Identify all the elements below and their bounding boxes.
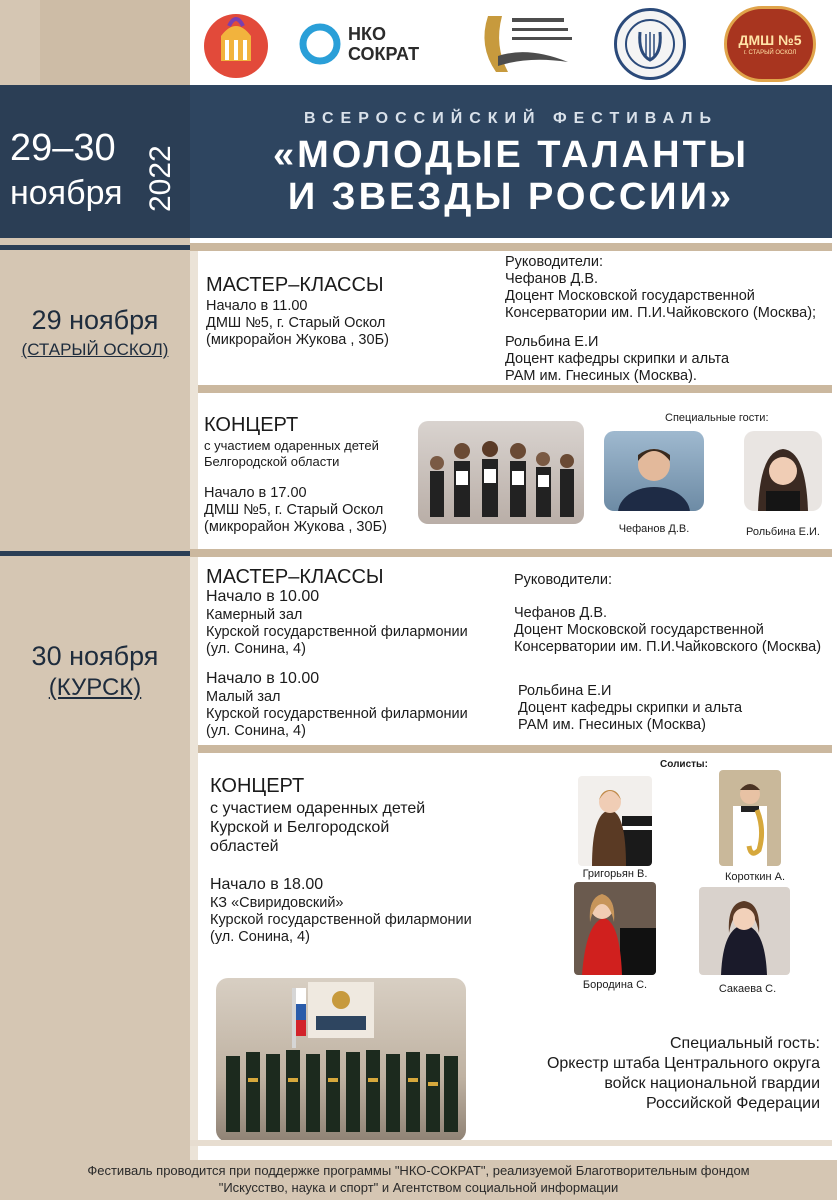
soloist3-caption: Бородина С. [582, 979, 648, 991]
day1-concert-start: Начало в 17.00 [204, 485, 307, 501]
special-guest-line2: войск национальной гвардии [604, 1075, 820, 1092]
day2-masterclass-heading: МАСТЕР–КЛАССЫ [206, 566, 384, 588]
day2-session1-start: Начало в 10.00 [206, 588, 320, 605]
nko-label: НКО [348, 24, 386, 44]
day1-concert-address: (микрорайон Жукова , 30Б) [204, 519, 387, 535]
theatre-logo [200, 6, 272, 82]
day2-concert-heading: КОНЦЕРТ [210, 775, 305, 797]
day1-leader2-pos1: Доцент кафедры скрипки и альта [505, 351, 730, 367]
soloist1-photo [578, 776, 652, 866]
soloist2-caption: Короткин А. [724, 871, 786, 883]
day1-masterclass-start: Начало в 11.00 [206, 298, 308, 314]
section-strip [190, 245, 198, 550]
day1-guests-label: Специальные гости: [665, 412, 769, 424]
day2-session2-addr: (ул. Сонина, 4) [206, 723, 306, 739]
day2-session2-hall: Малый зал [206, 689, 281, 705]
violin-ensemble-photo [418, 421, 584, 524]
date-month: ноября [10, 174, 123, 212]
special-guest-label: Специальный гость: [670, 1035, 820, 1052]
footer-line2: "Искусство, наука и спорт" и Агентством социальной информации [218, 1180, 619, 1195]
day2-leader1-name: Чефанов Д.В. [514, 605, 608, 621]
day2-leaders-label: Руководители: [514, 572, 612, 588]
date-range: 29–30 [10, 127, 116, 169]
divider-tan [190, 243, 832, 251]
day2-leader2-name: Рольбина Е.И [518, 683, 612, 699]
day2-session1-addr: (ул. Сонина, 4) [206, 641, 306, 657]
day2-leader1-pos1: Доцент Московской государственной [514, 622, 764, 638]
day1-leaders-label: Руководители: [505, 254, 603, 270]
dmsh5-label: ДМШ №5 [738, 32, 802, 48]
day1-masterclass-heading: МАСТЕР–КЛАССЫ [206, 274, 384, 296]
day1-leader1-pos1: Доцент Московской государственной [505, 288, 755, 304]
left-top-block [40, 0, 190, 85]
dmsh5-city-label: г. СТАРЫЙ ОСКОЛ [743, 50, 797, 56]
day2-session2-start: Начало в 10.00 [206, 670, 320, 687]
day1-leader1-pos2: Консерватории им. П.И.Чайковского (Москва); [505, 305, 817, 321]
special-guest-line1: Оркестр штаба Центрального округа [546, 1055, 820, 1072]
special-guest-line3: Российской Федерации [646, 1095, 820, 1112]
day2-concert-line2: Курской и Белгородской [210, 819, 390, 836]
sokrat-label: СОКРАТ [348, 44, 420, 64]
divider-tan [198, 385, 832, 393]
day2-concert-line1: с участием одаренных детей [210, 800, 426, 817]
guest2-photo [744, 431, 822, 511]
day2-leader2-pos2: РАМ им. Гнесиных (Москва) [518, 717, 706, 733]
festival-title-line2: И ЗВЕЗДЫ РОССИИ» [287, 176, 735, 218]
day2-concert-org: Курской государственной филармонии [210, 912, 472, 928]
guest1-photo [604, 431, 704, 511]
dmsh5-logo [722, 6, 818, 82]
soloist4-caption: Сакаева С. [718, 983, 777, 995]
day2-session1-org: Курской государственной филармонии [206, 624, 468, 640]
footer-line1: Фестиваль проводится при поддержке программы "НКО-СОКРАТ", реализуемой Благотворительным фондом [87, 1163, 750, 1178]
festival-subtitle: ВСЕРОССИЙСКИЙ ФЕСТИВАЛЬ [304, 110, 718, 127]
day2-leader1-pos2: Консерватории им. П.И.Чайковского (Москва) [514, 639, 822, 655]
section-strip [190, 555, 198, 1160]
day2-date: 30 ноября [31, 641, 159, 671]
soloist1-caption: Григорьян В. [582, 868, 648, 880]
nko-sokrat-logo [298, 6, 443, 82]
festival-title-line1: «МОЛОДЫЕ ТАЛАНТЫ [273, 134, 749, 176]
divider-navy [0, 551, 192, 556]
footer-text [0, 1162, 837, 1196]
day2-city: (КУРСК) [48, 674, 142, 701]
music-school-logo [468, 6, 578, 82]
day1-leader2-pos2: РАМ им. Гнесиных (Москва). [505, 368, 697, 384]
day1-masterclass-address: (микрорайон Жукова , 30Б) [206, 332, 389, 348]
soloist2-photo [719, 770, 781, 866]
day1-concert-line2: Белгородской области [204, 454, 340, 469]
day1-concert-place: ДМШ №5, г. Старый Оскол [204, 502, 384, 518]
guest1-caption: Чефанов Д.В. [618, 523, 690, 535]
day2-leader2-pos1: Доцент кафедры скрипки и альта [518, 700, 743, 716]
day2-concert-start: Начало в 18.00 [210, 876, 324, 893]
day2-session2-org: Курской государственной филармонии [206, 706, 468, 722]
day1-city: (СТАРЫЙ ОСКОЛ) [21, 340, 169, 359]
divider-navy [0, 245, 190, 250]
day1-leader2-name: Рольбина Е.И [505, 334, 599, 350]
day2-session1-hall: Камерный зал [206, 607, 303, 623]
soloists-label: Солисты: [660, 759, 708, 770]
day2-concert-addr: (ул. Сонина, 4) [210, 929, 310, 945]
soloist4-photo [699, 887, 790, 975]
day1-leader1-name: Чефанов Д.В. [505, 271, 599, 287]
day1-masterclass-place: ДМШ №5, г. Старый Оскол [206, 315, 386, 331]
day1-date: 29 ноября [31, 305, 159, 335]
day2-concert-hall: КЗ «Свиридовский» [210, 895, 344, 911]
day2-concert-line3: областей [210, 838, 279, 855]
divider-tan [190, 549, 832, 557]
divider-tan [198, 745, 832, 753]
day1-concert-heading: КОНЦЕРТ [204, 414, 299, 436]
orchestra-photo [216, 978, 466, 1142]
year-vertical: 2022 [144, 145, 177, 212]
soloist3-photo [574, 882, 656, 975]
day1-concert-line1: с участием одаренных детей [204, 438, 379, 453]
nko-ring-icon [298, 22, 342, 66]
divider-light [190, 1140, 832, 1146]
guest2-caption: Рольбина Е.И. [746, 526, 820, 538]
lyre-emblem-logo [610, 6, 690, 82]
